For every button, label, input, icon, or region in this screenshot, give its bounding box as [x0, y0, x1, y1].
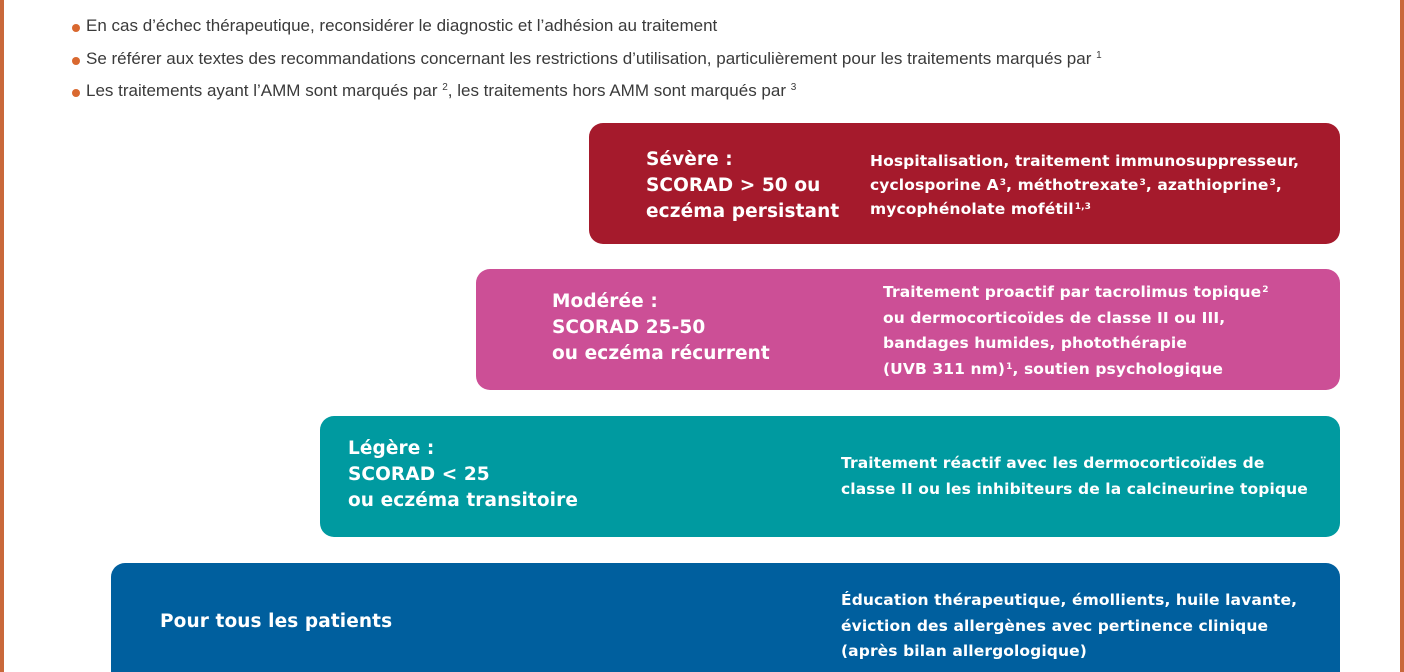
note-item [72, 75, 1102, 108]
desc-text: , azathioprine [1145, 176, 1269, 194]
desc-line: Traitement réactif avec les dermocorticoïdes de [841, 454, 1265, 472]
bullet-icon [72, 24, 80, 32]
label-line: ou eczéma transitoire [348, 490, 578, 511]
desc-superscript: 1 [1006, 361, 1013, 372]
bullet-icon [72, 89, 80, 97]
tier-light-description [841, 450, 1308, 502]
label-line: SCORAD < 25 [348, 464, 490, 485]
desc-line [870, 173, 1299, 197]
tier-all-patients-description [841, 588, 1297, 665]
desc-text: , [1275, 176, 1282, 194]
desc-line [870, 149, 1299, 173]
desc-text: , méthotrexate [1006, 176, 1139, 194]
desc-text: mycophénolate mofétil [870, 200, 1074, 218]
desc-line: éviction des allergènes avec pertinence clinique [841, 616, 1269, 635]
note-superscript: 1 [1096, 49, 1102, 61]
tier-moderate-label [552, 289, 770, 367]
label-line: Sévère : [646, 149, 733, 170]
desc-line: ou dermocorticoïdes de classe II ou III, [883, 308, 1226, 327]
label-line: SCORAD > 50 ou [646, 175, 821, 196]
label-line: Légère : [348, 438, 435, 459]
desc-superscript: 3 [1269, 178, 1276, 188]
tier-severe-description [870, 149, 1299, 221]
desc-superscript: 2 [1262, 285, 1269, 295]
desc-line: bandages humides, photothérapie [883, 334, 1187, 352]
note-superscript: 2 [442, 82, 448, 93]
tier-moderate-description [883, 280, 1269, 382]
note-text: En cas d’échec thérapeutique, reconsidérer le diagnostic et l’adhésion au traitement [86, 16, 718, 35]
label-line: eczéma persistant [646, 201, 840, 222]
desc-text: cyclosporine A [870, 176, 999, 194]
label-line: ou eczéma récurrent [552, 343, 770, 364]
note-text: , les traitements hors AMM sont marqués par [447, 81, 791, 100]
desc-line [883, 357, 1269, 383]
desc-text: , soutien psychologique [1012, 359, 1223, 378]
note-text: Se référer aux textes des recommandations concernant les restrictions d’utilisation, particulièrement pour les traitements marqués par [86, 48, 1097, 68]
tier-light [320, 416, 1340, 537]
desc-line: classe II ou les inhibiteurs de la calcineurine topique [841, 480, 1308, 498]
note-item [72, 10, 1102, 43]
desc-text: Hospitalisation, traitement immunosuppresseur, [870, 152, 1300, 170]
desc-superscript: 1,3 [1074, 202, 1091, 212]
bullet-icon [72, 57, 80, 65]
desc-line [883, 280, 1269, 306]
note-item [72, 43, 1102, 76]
desc-line: Éducation thérapeutique, émollients, huile lavante, [841, 591, 1298, 609]
notes-list [72, 10, 1102, 108]
tier-moderate [476, 269, 1340, 390]
label-line: SCORAD 25-50 [552, 317, 706, 338]
desc-superscript: 3 [999, 178, 1007, 188]
note-text: Les traitements ayant l’AMM sont marqués par [86, 81, 443, 100]
label-line: Modérée : [552, 291, 658, 312]
desc-superscript: 3 [1139, 178, 1146, 188]
desc-line [870, 197, 1299, 221]
tier-severe [589, 123, 1340, 244]
note-superscript: 3 [790, 82, 797, 93]
desc-text: (UVB 311 nm) [883, 359, 1006, 378]
desc-line: (après bilan allergologique) [841, 642, 1087, 660]
tier-all-patients-label: Pour tous les patients [160, 611, 393, 632]
desc-text: Traitement proactif par tacrolimus topique [883, 283, 1262, 301]
tier-severe-label [646, 147, 839, 225]
tier-light-label [348, 436, 578, 514]
tier-all-patients [111, 563, 1340, 672]
